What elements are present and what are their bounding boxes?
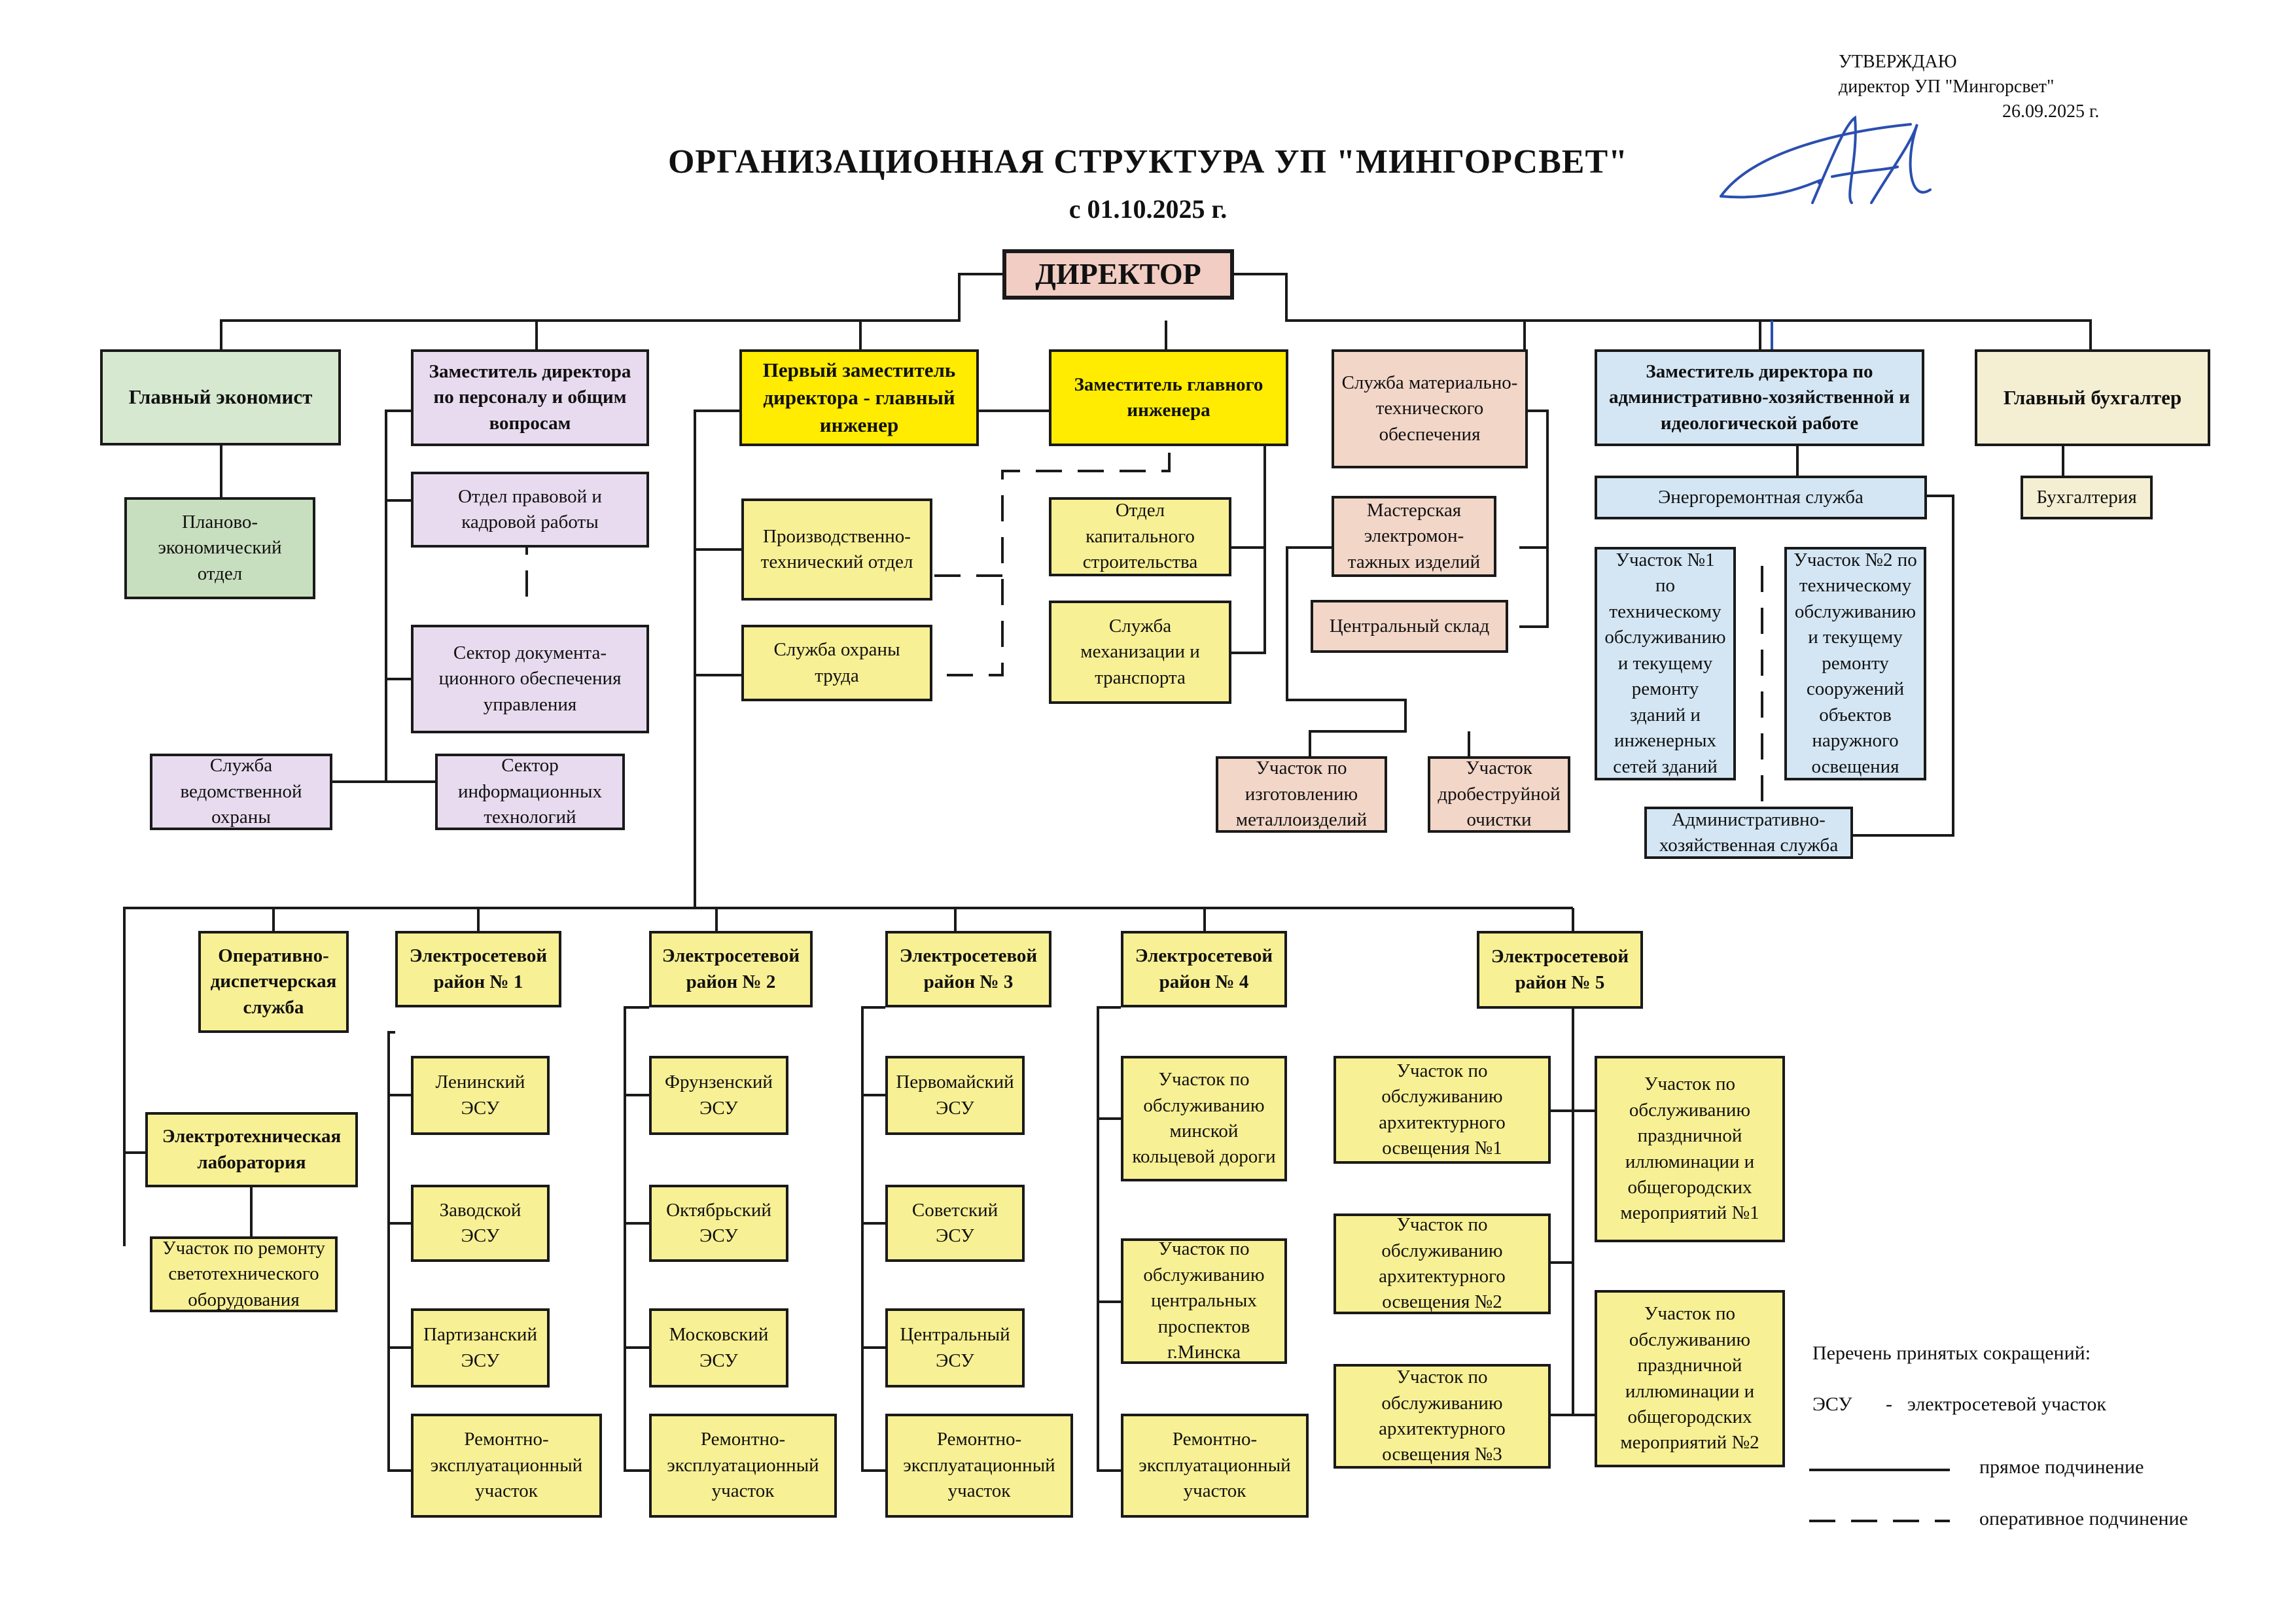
box-mto: Служба материально- технического обеспечения — [1332, 349, 1528, 468]
box-r4-avenues: Участок по обслуживанию центральных проспектов г.Минска — [1121, 1238, 1287, 1364]
box-r5-holiday-1: Участок по обслуживанию праздничной иллюминации и общегородских мероприятий №1 — [1595, 1056, 1785, 1242]
box-r3-centralny: Центральный ЭСУ — [885, 1308, 1025, 1387]
approval-date: 26.09.2025 г. — [2002, 101, 2100, 122]
box-r5-arch-1: Участок по обслуживанию архитектурного освещения №1 — [1333, 1056, 1551, 1164]
box-chief-accountant: Главный бухгалтер — [1975, 349, 2210, 446]
box-r2-moskovsky: Московский ЭСУ — [649, 1308, 788, 1387]
box-district-5: Электросетевой район № 5 — [1477, 931, 1643, 1009]
box-deputy-chief-eng: Заместитель главного инженера — [1049, 349, 1288, 446]
box-r3-repair: Ремонтно- эксплуатационный участок — [885, 1414, 1073, 1518]
box-capital-constr: Отдел капитального строительства — [1049, 497, 1231, 576]
box-repair-section: Участок по ремонту светотехнического оборудования — [150, 1236, 338, 1312]
box-r2-repair: Ремонтно- эксплуатационный участок — [649, 1414, 837, 1518]
box-r1-repair: Ремонтно- эксплуатационный участок — [411, 1414, 602, 1518]
box-shot-section: Участок дробеструйной очистки — [1428, 756, 1570, 833]
box-section2: Участок №2 по техническому обслуживанию и текущему ремонту сооружений объектов наружного освещения — [1784, 547, 1926, 780]
box-district-1: Электросетевой район № 1 — [395, 931, 561, 1007]
box-r5-arch-2: Участок по обслуживанию архитектурного освещения №2 — [1333, 1213, 1551, 1314]
legend-direct: прямое подчинение — [1979, 1456, 2144, 1478]
box-deputy-personnel: Заместитель директора по персоналу и общим вопросам — [411, 349, 649, 446]
box-r3-sovetsky: Советский ЭСУ — [885, 1185, 1025, 1262]
box-accounting: Бухгалтерия — [2021, 476, 2153, 519]
box-district-3: Электросетевой район № 3 — [885, 931, 1051, 1007]
box-first-deputy: Первый заместитель директора - главный инженер — [739, 349, 979, 446]
box-it-sector: Сектор информационных технологий — [435, 754, 625, 830]
box-metal-section: Участок по изготовлению металлоизделий — [1216, 756, 1387, 833]
page-subtitle: с 01.10.2025 г. — [1069, 194, 1227, 224]
box-district-2: Электросетевой район № 2 — [649, 931, 813, 1007]
approval-position: директор УП "Мингорсвет" — [1839, 76, 2055, 97]
legend-heading: Перечень принятых сокращений: — [1812, 1342, 2091, 1364]
box-director: ДИРЕКТОР — [1002, 249, 1234, 300]
box-warehouse: Центральный склад — [1311, 600, 1508, 653]
page-title: ОРГАНИЗАЦИОННАЯ СТРУКТУРА УП "МИНГОРСВЕТ" — [667, 143, 1629, 181]
box-r5-arch-3: Участок по обслуживанию архитектурного освещения №3 — [1333, 1364, 1551, 1469]
box-lab: Электротехническая лаборатория — [145, 1112, 358, 1187]
legend-abbr: ЭСУ — [1812, 1393, 1852, 1415]
approval-label: УТВЕРЖДАЮ — [1839, 52, 1957, 72]
box-dispatch: Оперативно- диспетчерская служба — [198, 931, 349, 1033]
box-legal-hr: Отдел правовой и кадровой работы — [411, 472, 649, 548]
box-labor-safety: Служба охраны труда — [741, 625, 932, 701]
box-section1: Участок №1 по техническому обслуживанию и текущему ремонту зданий и инженерных сетей зданий — [1595, 547, 1736, 780]
legend-operative: оперативное подчинение — [1979, 1508, 2188, 1529]
box-r5-holiday-2: Участок по обслуживанию праздничной иллюминации и общегородских мероприятий №2 — [1595, 1290, 1785, 1467]
box-chief-economist: Главный экономист — [100, 349, 341, 445]
legend-abbr-meaning: электросетевой участок — [1907, 1393, 2106, 1415]
box-doc-sector: Сектор документа- ционного обеспечения управления — [411, 625, 649, 733]
box-workshop: Мастерская электромон- тажных изделий — [1332, 496, 1496, 577]
box-r2-frunzensky: Фрунзенский ЭСУ — [649, 1056, 788, 1135]
box-r4-ring-road: Участок по обслуживанию минской кольцевой дороги — [1121, 1056, 1287, 1181]
box-energy-repair: Энергоремонтная служба — [1595, 476, 1927, 519]
box-mechanization: Служба механизации и транспорта — [1049, 601, 1231, 704]
box-planning-dept: Планово- экономический отдел — [124, 497, 315, 599]
box-prod-tech: Производственно- технический отдел — [741, 498, 932, 601]
box-r1-zavodskoy: Заводской ЭСУ — [411, 1185, 550, 1262]
approval-stamp — [1839, 50, 2099, 124]
box-r3-pervomaisky: Первомайский ЭСУ — [885, 1056, 1025, 1135]
box-deputy-admin: Заместитель директора по административно-хозяйственной и идеологической работе — [1595, 349, 1924, 446]
box-r2-oktyabrsky: Октябрьский ЭСУ — [649, 1185, 788, 1262]
legend-abbr-dash: - — [1886, 1393, 1892, 1415]
box-district-4: Электросетевой район № 4 — [1121, 931, 1287, 1007]
box-security: Служба ведомственной охраны — [150, 754, 332, 830]
box-r1-leninsky: Ленинский ЭСУ — [411, 1056, 550, 1135]
box-admin-service: Административно- хозяйственная служба — [1644, 807, 1853, 859]
box-r4-repair: Ремонтно- эксплуатационный участок — [1121, 1414, 1309, 1518]
box-r1-partizansky: Партизанский ЭСУ — [411, 1308, 550, 1387]
